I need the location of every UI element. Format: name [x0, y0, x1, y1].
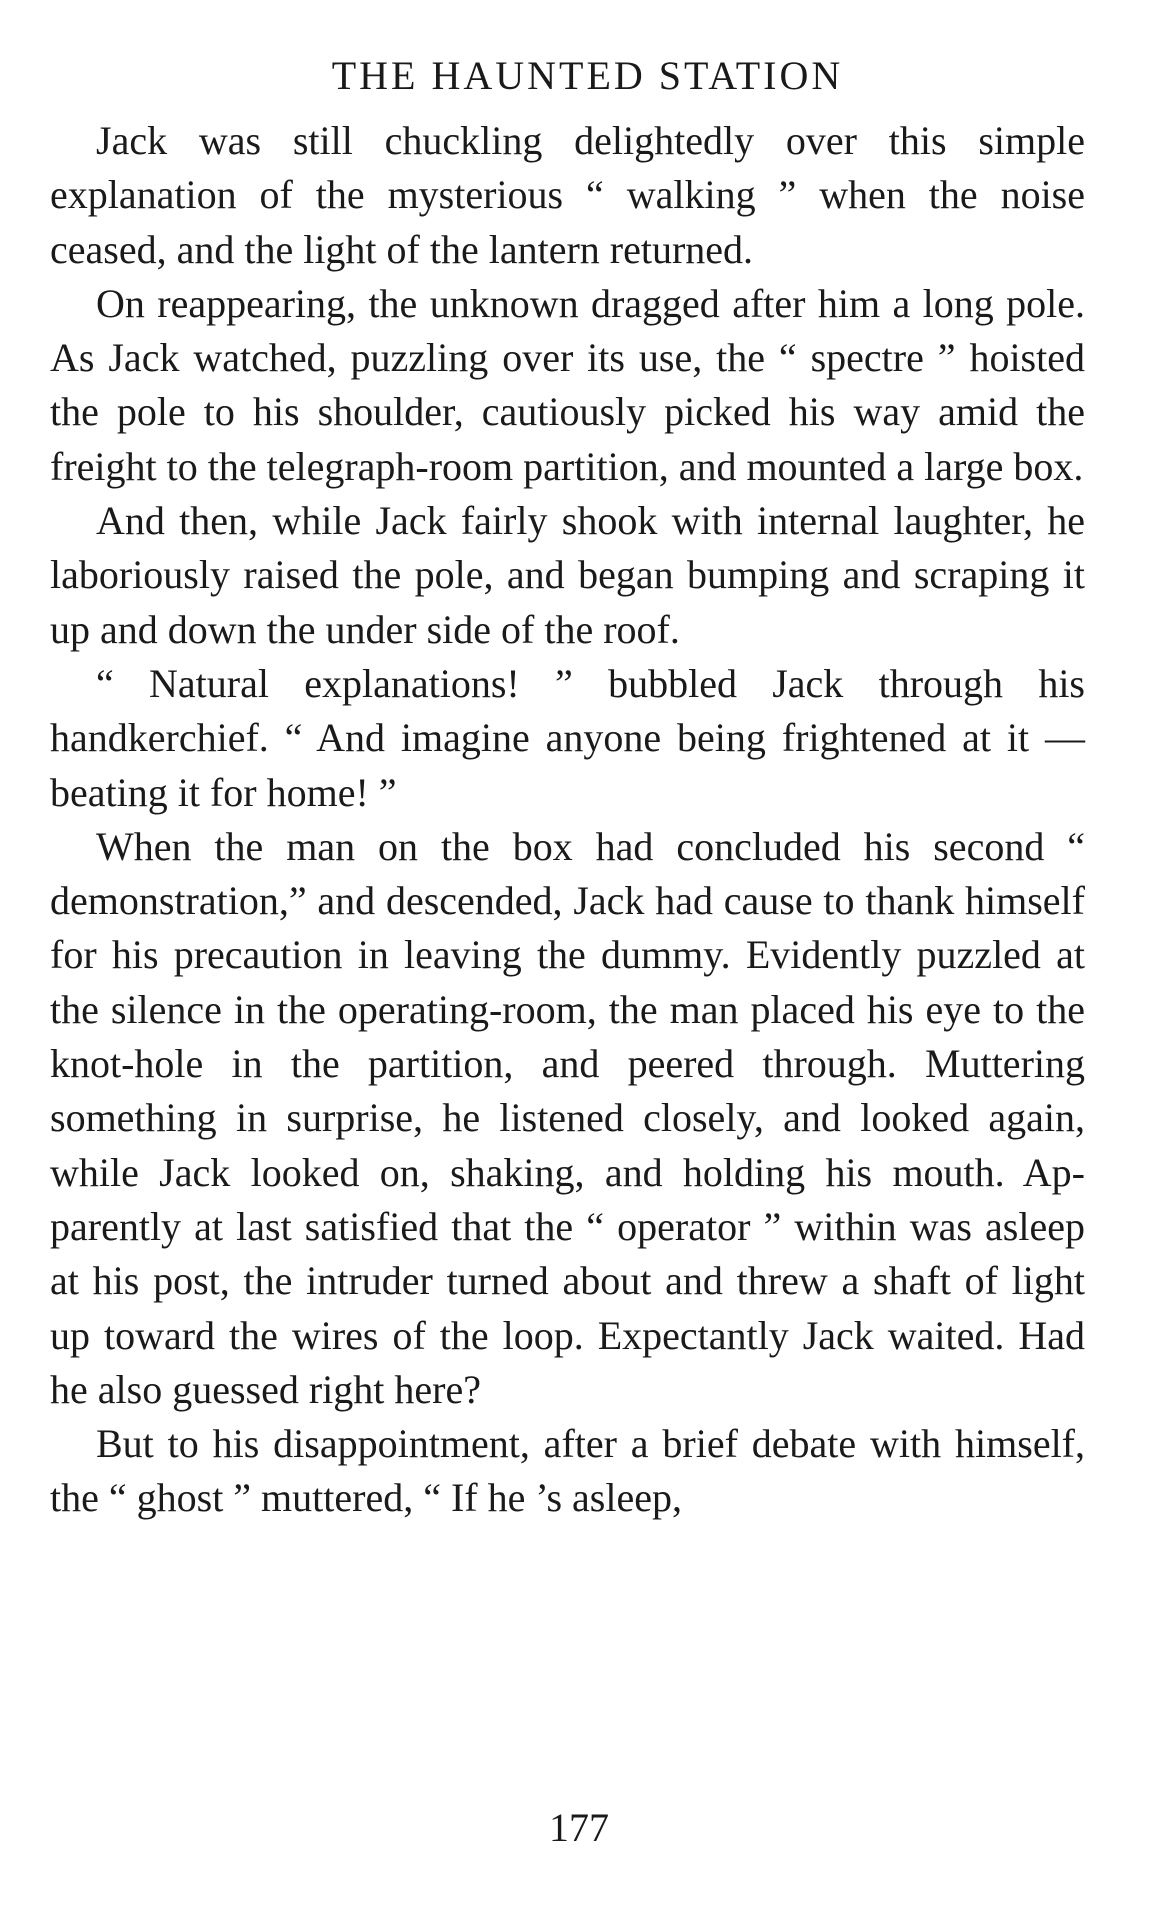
running-title: THE HAUNTED STATION: [331, 53, 844, 98]
page-number: 177: [549, 1805, 609, 1850]
paragraph: Jack was still chuckling delightedly over this simple explanation of the mysterious “ walking ” when the noise ceased, and the light of the lantern returned.: [50, 118, 1085, 272]
paragraph: But to his disappointment, after a brief debate with himself, the “ ghost ” muttered, “ If he ’s asleep,: [50, 1421, 1085, 1521]
paragraph: When the man on the box had concluded his second “ demonstration,” and descended, Jack had cause to thank himself for his precaution in leaving the dummy. Evidently puzzled at the silence in the operating-room, the man placed his eye to the knot-hole in the partition, and peered through. Muttering something in surprise, he listened closely, and looked again, while Jack looked on, shaking, and holding his mouth. Apparently at last satisfied that the “ operator ” within was asleep at his post, the intruder turned about and threw a shaft of light up toward the wires of the loop. Expectantly Jack waited. Had he also guessed right here?: [50, 823, 1085, 1412]
book-page: [50, 48, 1085, 1526]
paragraph: And then, while Jack fairly shook with internal laughter, he laboriously raised the pole, and began bumping and scraping it up and down the under side of the roof.: [50, 498, 1085, 652]
paragraph: On reappearing, the unknown dragged after him a long pole. As Jack watched, puzzling over its use, the “ spectre ” hoisted the pole to his shoulder, cautiously picked his way amid the freight to the telegraph-room partition, and mounted a large box.: [50, 280, 1085, 489]
body-text: [50, 114, 1085, 1526]
paragraph: “ Natural explanations! ” bubbled Jack through his handkerchief. “ And imagine anyone being frightened at it — beating it for home! ”: [50, 660, 1085, 815]
